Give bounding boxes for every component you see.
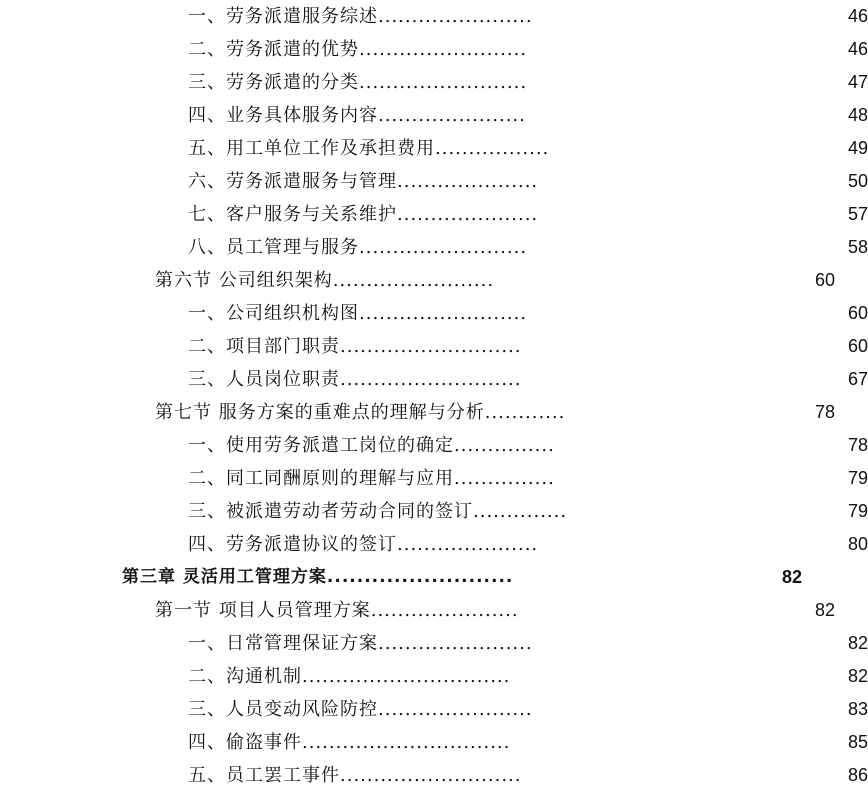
toc-item-entry (188, 231, 868, 264)
toc-item-entry (188, 66, 868, 99)
toc-entry-text: 四、偷盗事件............................... (188, 732, 511, 753)
toc-entry-text: 五、员工罢工事件........................... (188, 765, 522, 786)
toc-page-number: 47 (847, 72, 868, 92)
toc-entry-text: 八、员工管理与服务......................... (188, 237, 528, 258)
toc-item-entry (188, 462, 868, 495)
toc-page-number: 79 (847, 501, 868, 521)
toc-entry-text: 六、劳务派遣服务与管理..................... (188, 171, 539, 192)
toc-item-entry (188, 627, 868, 660)
toc-entry-text: 二、项目部门职责........................... (188, 336, 522, 357)
toc-entry-text: 五、用工单位工作及承担费用................. (188, 138, 550, 159)
toc-item-entry (188, 528, 868, 561)
toc-page-number: 46 (847, 39, 868, 59)
toc-item-entry (188, 429, 868, 462)
toc-page-number: 82 (847, 666, 868, 686)
toc-item-entry (188, 363, 868, 396)
toc-entry-text: 四、劳务派遣协议的签订..................... (188, 534, 539, 555)
toc-entry-text: 七、客户服务与关系维护..................... (188, 204, 539, 225)
toc-page-number: 60 (814, 270, 835, 290)
toc-page-number: 48 (847, 105, 868, 125)
toc-entry-text: 三、被派遣劳动者劳动合同的签订.............. (188, 501, 568, 522)
toc-item-entry (188, 198, 868, 231)
toc-chapter-entry (122, 561, 802, 594)
toc-entry-text: 二、同工同酬原则的理解与应用............... (188, 468, 555, 489)
toc-item-entry (188, 297, 868, 330)
toc-page-number: 50 (847, 171, 868, 191)
toc-item-entry (188, 33, 868, 66)
toc-entry-text: 第六节 公司组织架构........................ (155, 270, 495, 291)
toc-item-entry (188, 693, 868, 726)
toc-page-number: 46 (847, 6, 868, 26)
toc-entry-text: 二、劳务派遣的优势......................... (188, 39, 528, 60)
toc-entry-text: 一、使用劳务派遣工岗位的确定............... (188, 435, 555, 456)
toc-entry-text: 第一节 项目人员管理方案...................... (155, 600, 519, 621)
toc-entry-text: 一、日常管理保证方案....................... (188, 633, 533, 654)
toc-page-number: 82 (781, 567, 802, 587)
toc-page-number: 78 (847, 435, 868, 455)
toc-page-number: 80 (847, 534, 868, 554)
toc-item-entry (188, 99, 868, 132)
toc-entry-text: 第七节 服务方案的重难点的理解与分析............ (155, 402, 566, 423)
toc-page-number: 78 (814, 402, 835, 422)
toc-page-number: 86 (847, 765, 868, 785)
toc-entry-text: 一、劳务派遣服务综述....................... (188, 6, 533, 27)
toc-entry-text: 四、业务具体服务内容...................... (188, 105, 526, 126)
toc-page-number: 58 (847, 237, 868, 257)
toc-page-number: 83 (847, 699, 868, 719)
toc-section-entry (155, 396, 835, 429)
toc-item-entry (188, 0, 868, 33)
toc-page-number: 57 (847, 204, 868, 224)
toc-entry-text: 三、劳务派遣的分类......................... (188, 72, 528, 93)
toc-item-entry (188, 726, 868, 759)
toc-page-number: 60 (847, 336, 868, 356)
toc-section-entry (155, 264, 835, 297)
toc-entry-text: 二、沟通机制............................... (188, 666, 511, 687)
toc-entry-text: 三、人员岗位职责........................... (188, 369, 522, 390)
toc-item-entry (188, 495, 868, 528)
toc-page-number: 85 (847, 732, 868, 752)
toc-item-entry (188, 759, 868, 792)
toc-section-entry (155, 594, 835, 627)
toc-page-number: 49 (847, 138, 868, 158)
toc-entry-text: 一、公司组织机构图......................... (188, 303, 528, 324)
toc-page-number: 82 (847, 633, 868, 653)
toc-entry-text: 三、人员变动风险防控....................... (188, 699, 533, 720)
toc-item-entry (188, 165, 868, 198)
toc-entry-text: 第三章 灵活用工管理方案......................... (122, 567, 514, 587)
toc-item-entry (188, 660, 868, 693)
toc-page-number: 60 (847, 303, 868, 323)
toc-page-number: 67 (847, 369, 868, 389)
toc-item-entry (188, 330, 868, 363)
toc-item-entry (188, 132, 868, 165)
toc-page-number: 82 (814, 600, 835, 620)
toc-page-number: 79 (847, 468, 868, 488)
